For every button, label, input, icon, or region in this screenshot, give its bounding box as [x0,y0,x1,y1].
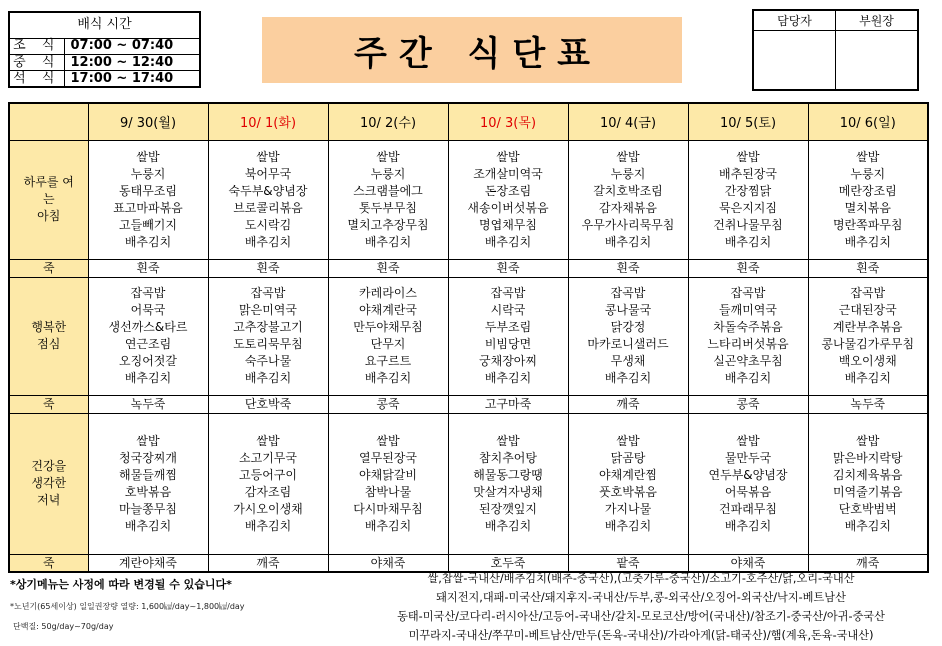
menu-item: 야채닭갈비 [359,467,417,482]
menu-item: 쌀밥 [376,149,400,164]
menu-item: 배추김치 [844,518,891,533]
menu-item: 배추김치 [604,518,652,533]
porridge-cell: 흰죽 [808,259,928,277]
menu-item: 멸치볶음 [844,200,891,215]
menu-item: 소고기무국 [239,450,297,465]
weekly-menu-table [8,102,929,573]
menu-item: 미역줄기볶음 [832,484,903,499]
menu-item: 시락국 [490,303,526,317]
menu-item: 백오이생채 [838,354,897,368]
porridge-cell: 깨죽 [568,395,688,413]
porridge-cell: 야채죽 [688,554,808,572]
meal-row-label [9,140,88,259]
menu-item: 잡곡밥 [490,286,526,300]
menu-item: 어묵국 [130,303,166,317]
menu-cell [568,140,688,259]
menu-item: 배추김치 [364,518,412,533]
menu-cell [448,277,568,395]
menu-item: 야채계란국 [359,303,417,317]
menu-cell [328,140,448,259]
menu-item: 두부조림 [484,320,532,334]
menu-item: 청국장찌개 [119,450,177,465]
meal-time-header: 배식 시간 [9,12,200,38]
menu-item: 배추김치 [484,518,532,533]
nutrition-protein: 단백질: 50g/day~70g/day [13,622,114,631]
menu-cell [568,413,688,554]
menu-cell [688,140,808,259]
porridge-cell: 팥죽 [568,554,688,572]
menu-item: 묵은지지짐 [719,200,777,215]
menu-cell [448,140,568,259]
porridge-row-label: 죽 [9,554,88,572]
menu-item: 명란쪽파무침 [832,217,903,232]
menu-item: 감자채볶음 [599,200,657,215]
porridge-cell: 흰죽 [208,259,328,277]
menu-item: 고등어구이 [239,467,297,482]
porridge-cell: 콩죽 [328,395,448,413]
meal-row [9,140,928,259]
menu-item: 고들빼기지 [119,217,177,232]
menu-item: 쌀밥 [616,433,640,448]
menu-item: 닭강정 [610,320,646,334]
menu-item: 건파래무침 [719,501,777,516]
origin-line: 쌀,찹쌀-국내산/배추김치(배추-중국산),(고춧가루-중국산)/소고기-호주산/닭,오리-국내산 [427,572,855,585]
menu-item: 쌀밥 [856,149,880,164]
menu-item: 생선까스&타르 [108,320,188,334]
menu-item: 배추김치 [244,234,292,249]
menu-cell [208,413,328,554]
menu-item: 풋호박볶음 [599,484,657,499]
menu-cell [688,277,808,395]
menu-item: 멸치고추장무침 [347,217,429,232]
menu-item: 쌀밥 [856,433,880,448]
corner-cell [9,103,88,140]
date-header: 10/ 5(토) [688,103,808,140]
menu-item: 쌀밥 [136,433,160,448]
porridge-cell: 깨죽 [208,554,328,572]
menu-item: 건취나물무침 [713,217,783,232]
menu-item: 오징어젓갈 [119,354,177,368]
porridge-cell: 녹두죽 [808,395,928,413]
menu-item: 고추장불고기 [233,320,303,334]
menu-cell [208,140,328,259]
porridge-cell: 흰죽 [448,259,568,277]
menu-item: 콩나물국 [604,303,652,317]
menu-item: 된장깻잎지 [479,501,537,516]
menu-item: 누룽지 [610,166,646,181]
menu-item: 잡곡밥 [250,286,286,300]
menu-cell [208,277,328,395]
menu-item: 근대된장국 [838,303,897,317]
menu-cell [808,140,928,259]
porridge-cell: 흰죽 [688,259,808,277]
menu-item: 가시오이생채 [233,501,303,516]
date-header: 10/ 2(수) [328,103,448,140]
menu-item: 배추김치 [124,234,172,249]
porridge-cell: 고구마죽 [448,395,568,413]
menu-item: 쌀밥 [256,433,280,448]
menu-item: 도시락김 [244,217,292,232]
menu-item: 참치추어탕 [479,450,537,465]
menu-item: 마늘쫑무침 [119,501,177,516]
menu-item: 연두부&양념장 [708,467,788,482]
menu-item: 호박볶음 [124,484,172,499]
porridge-cell: 녹두죽 [88,395,208,413]
menu-item: 쌀밥 [616,149,640,164]
meal-time-table [8,11,201,88]
menu-cell [328,413,448,554]
menu-item: 브로콜리볶음 [233,200,303,215]
title-banner [262,17,682,83]
meal-row-label-line: 점심 [37,337,61,351]
menu-cell [88,140,208,259]
change-notice: *상기메뉴는 사정에 따라 변경될 수 있습니다* [10,578,232,591]
menu-item: 쌀밥 [736,433,760,448]
menu-item: 배추김치 [604,234,652,249]
menu-item: 쌀밥 [736,149,760,164]
lunch-time: 12:00 ~ 12:40 [64,55,200,71]
menu-item: 콩나물김가루무침 [821,337,915,351]
menu-item: 숙주나물 [244,354,292,368]
footer-notes [10,576,350,632]
menu-item: 우무가사리묵무침 [581,217,675,232]
menu-item: 연근조림 [124,337,172,351]
menu-cell [448,413,568,554]
menu-item: 단호박범벅 [838,501,897,516]
menu-item: 배추김치 [124,371,172,385]
breakfast-time: 07:00 ~ 07:40 [64,38,200,54]
menu-item: 배추김치 [244,518,292,533]
menu-item: 새송이버섯볶음 [467,200,549,215]
menu-item: 쌀밥 [256,149,280,164]
menu-item: 배추된장국 [719,166,777,181]
menu-item: 표고마파볶음 [113,200,183,215]
menu-item: 차돌숙주볶음 [713,320,783,334]
menu-item: 갈치호박조림 [593,183,663,198]
meal-row-label-line: 건강을 [31,459,67,473]
page-title: 주간 식단표 [353,33,603,74]
menu-item: 배추김치 [724,371,772,385]
menu-item: 맑은미역국 [239,303,297,317]
porridge-row [9,395,928,413]
menu-item: 느타리버섯볶음 [707,337,789,351]
date-header: 10/ 4(금) [568,103,688,140]
menu-item: 맛살겨자냉채 [473,484,543,499]
menu-item: 마카로니샐러드 [587,337,669,351]
menu-cell [808,413,928,554]
menu-item: 배추김치 [724,234,772,249]
menu-item: 단무지 [370,337,406,351]
signature-cell-manager [753,31,836,91]
meal-row-label-line: 저녁 [37,493,61,507]
signature-cell-vice-director [836,31,919,91]
menu-item: 도토리묵무침 [233,337,303,351]
porridge-cell: 콩죽 [688,395,808,413]
origin-line: 동태-미국산/코다리-러시아산/고등어-국내산/갈치-모로코산/방어(국내산)/참조기-중국산/아귀-중국산 [397,610,885,623]
menu-item: 배추김치 [484,371,532,385]
menu-cell [88,413,208,554]
menu-item: 잡곡밥 [610,286,646,300]
porridge-cell: 흰죽 [88,259,208,277]
signature-header-vice-director: 부원장 [836,10,919,31]
menu-item: 쌀밥 [376,433,400,448]
menu-item: 스크램블에그 [353,183,423,198]
signature-header-manager: 담당자 [753,10,836,31]
menu-item: 열무된장국 [359,450,417,465]
menu-item: 맑은바지락탕 [832,450,903,465]
menu-item: 다시마채무침 [353,501,423,516]
porridge-cell: 흰죽 [328,259,448,277]
nutrition-calories: *노년기(65세이상) 일일권장량 열량: 1,600㎉/day~1,800㎉/day [10,602,245,611]
menu-item: 무생채 [610,354,646,368]
menu-item: 해물들깨찜 [119,467,177,482]
lunch-label: 중 식 [9,55,64,71]
menu-item: 배추김치 [244,371,292,385]
menu-cell [568,277,688,395]
menu-item: 카레라이스 [359,286,417,300]
origin-line: 돼지전지,대패-미국산/돼지후지-국내산/두부,콩-외국산/오징어-외국산/낙지-베트남산 [436,591,846,604]
porridge-row-label: 죽 [9,259,88,277]
porridge-cell: 계란야채죽 [88,554,208,572]
porridge-cell: 단호박죽 [208,395,328,413]
menu-item: 해물동그랑땡 [473,467,543,482]
menu-cell [88,277,208,395]
origin-info [345,569,937,645]
meal-row-label-line: 생각한 [31,476,67,490]
porridge-cell: 깨죽 [808,554,928,572]
dinner-label: 석 식 [9,71,64,87]
porridge-cell: 흰죽 [568,259,688,277]
menu-item: 김치제육볶음 [832,467,903,482]
menu-item: 동태무조림 [119,183,177,198]
menu-item: 배추김치 [124,518,172,533]
menu-item: 잡곡밥 [850,286,886,300]
menu-item: 배추김치 [484,234,532,249]
menu-item: 물만두국 [724,450,772,465]
porridge-cell: 호두죽 [448,554,568,572]
meal-row-label-line: 하루를 여 [23,175,74,189]
menu-item: 숙두부&양념장 [228,183,308,198]
date-header: 10/ 3(목) [448,103,568,140]
menu-item: 쌀밥 [496,433,520,448]
menu-item: 누룽지 [850,166,886,181]
menu-item: 잡곡밥 [130,286,166,300]
menu-item: 닭곰탕 [610,450,646,465]
menu-item: 누룽지 [130,166,166,181]
menu-item: 잡곡밥 [730,286,766,300]
menu-item: 북어무국 [244,166,292,181]
menu-item: 명엽채무침 [479,217,537,232]
meal-row-label [9,413,88,554]
meal-row-label-line: 행복한 [31,320,67,334]
origin-line: 미꾸라지-국내산/쭈꾸미-베트남산/만두(돈육-국내산)/가라아게(닭-태국산)/햄(계육,돈육-국내산) [408,629,874,642]
menu-item: 누룽지 [370,166,406,181]
menu-item: 간장찜닭 [724,183,772,198]
menu-item: 배추김치 [364,234,412,249]
menu-cell [688,413,808,554]
dinner-time: 17:00 ~ 17:40 [64,71,200,87]
menu-item: 배추김치 [844,371,891,385]
menu-item: 들깨미역국 [719,303,777,317]
menu-item: 배추김치 [724,518,772,533]
porridge-cell: 야채죽 [328,554,448,572]
meal-row-label-line: 는 [42,192,55,206]
porridge-row [9,259,928,277]
menu-item: 실곤약초무침 [713,354,783,368]
date-header: 9/ 30(월) [88,103,208,140]
menu-item: 조개살미역국 [473,166,543,181]
porridge-row-label: 죽 [9,395,88,413]
meal-row-label-line: 아침 [37,209,61,223]
meal-row-label [9,277,88,395]
menu-item: 궁채장아찌 [479,354,537,368]
menu-item: 계란부추볶음 [832,320,903,334]
menu-item: 참박나물 [364,484,412,499]
approval-signature-table [752,9,919,91]
menu-item: 배추김치 [844,234,891,249]
menu-item: 야채계란찜 [599,467,657,482]
menu-item: 메란장조림 [838,183,897,198]
meal-row [9,413,928,554]
menu-item: 비빔당면 [484,337,532,351]
menu-item: 쌀밥 [136,149,160,164]
menu-cell [808,277,928,395]
menu-item: 쌀밥 [496,149,520,164]
menu-item: 톳두부무침 [359,200,417,215]
breakfast-label: 조 식 [9,38,64,54]
menu-item: 돈장조림 [484,183,532,198]
date-header: 10/ 1(화) [208,103,328,140]
menu-item: 가지나물 [604,501,652,516]
menu-item: 감자조림 [244,484,292,499]
menu-item: 어묵볶음 [724,484,772,499]
menu-item: 배추김치 [604,371,652,385]
meal-row [9,277,928,395]
date-header: 10/ 6(일) [808,103,928,140]
date-header-row [9,103,928,140]
menu-item: 요구르트 [364,354,412,368]
menu-cell [328,277,448,395]
menu-item: 만두야채무침 [353,320,423,334]
menu-item: 배추김치 [364,371,412,385]
